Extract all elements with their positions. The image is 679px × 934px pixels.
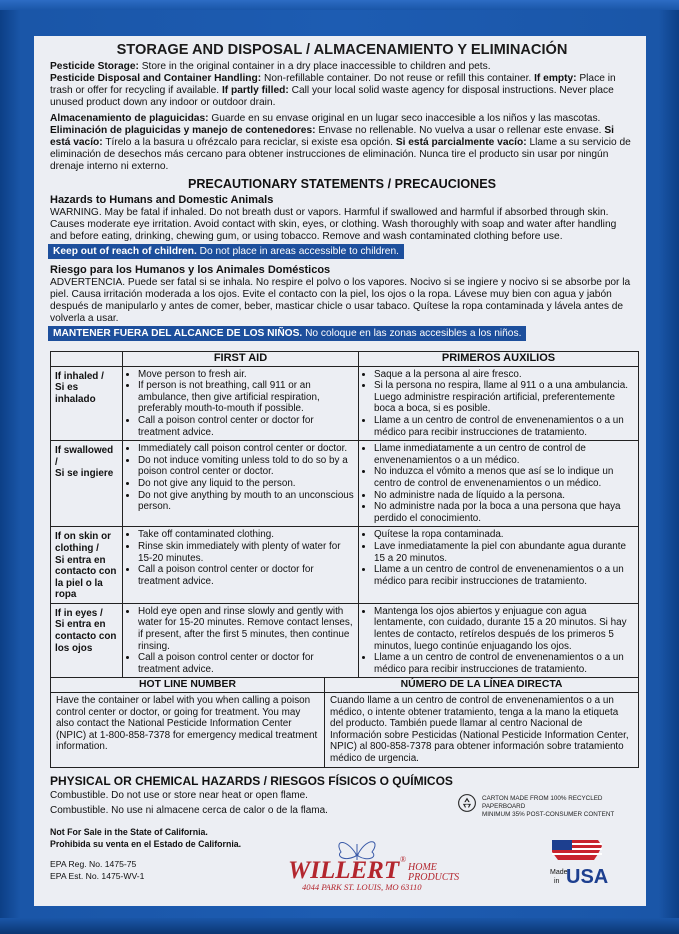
eliminacion-text: Envase no rellenable. No vuelva a usar o rellenar este envase. [315, 125, 605, 136]
first-aid-table [50, 351, 639, 678]
footer-area [50, 790, 634, 900]
primeros-auxilios-steps [359, 603, 639, 678]
step-item: • Do not induce vomiting unless told to do so by a poison control center or doctor. [138, 455, 354, 478]
keep-away-banner-en [48, 244, 404, 259]
physical-hazards-heading: PHYSICAL OR CHEMICAL HAZARDS / RIESGOS FÍSICOS O QUÍMICOS [50, 773, 453, 788]
first-aid-row [51, 527, 639, 604]
vacio-label: Si está vacío: [50, 125, 614, 148]
step-item: • Llame inmediatamente a un centro de control de envenenamientos o a un médico. [374, 443, 634, 466]
almacenamiento-label: Almacenamiento de plaguicidas: [50, 113, 209, 124]
first-aid-row [51, 366, 639, 441]
recycle-line-2: MINIMUM 35% POST-CONSUMER CONTENT [482, 810, 615, 818]
epa-est: EPA Est. No. 1475-WV-1 [50, 870, 145, 881]
banner-en-rest: Do not place in areas accessible to children. [196, 246, 399, 257]
brand-address: 4044 PARK ST. LOUIS, MO 63110 [302, 881, 422, 892]
box-top-edge [0, 0, 679, 10]
almacenamiento-text: Guarde en su envase original en un lugar seco inaccesible a los niños y las mascotas. [208, 113, 601, 124]
first-aid-row [51, 603, 639, 678]
step-item: • Hold eye open and rinse slowly and gently with water for 15-20 minutes. Remove contact lenses, if present, after the first 5 minutes, then continue rinsing. [138, 606, 354, 652]
usa-flag-map [552, 840, 602, 860]
banner-es-bold: MANTENER FUERA DEL ALCANCE DE LOS NIÑOS. [53, 328, 303, 339]
first-aid-heading: FIRST AID [123, 352, 359, 367]
hotline-text: Have the container or label with you when calling a poison control center or doctor, or going for treatment. You may also contact the National Pesticide Information Center (NPIC) at 1-800-858-7378 for emergency medical treatment information. [51, 693, 325, 768]
exposure-route: If in eyes / Si entra en contacto con los ojos [51, 603, 123, 678]
steps-list [363, 369, 634, 439]
step-item: • Take off contaminated clothing. [138, 529, 354, 541]
steps-list [363, 443, 634, 524]
step-item: • Mantenga los ojos abiertos y enjuague con agua lentamente, con cuidado, durante 15 a 20 minutos. Si hay lentes de contacto, retírelos después de los primeros 5 minutos, luego continúe enjuagando los ojos. [374, 606, 634, 652]
made-label: Made [550, 868, 568, 876]
step-item: • Llame a un centro de control de envenenamientos o a un médico para recibir instrucciones de tratamiento. [374, 564, 634, 587]
step-item: • Si la persona no respira, llame al 911 o a una ambulancia. Luego administre respiración artificial, preferentemente boca a boca, si es posible. [374, 380, 634, 415]
step-item: • Do not give anything by mouth to an unconscious person. [138, 490, 354, 513]
first-aid-steps [123, 527, 359, 604]
brand-products: PRODUCTS [408, 871, 460, 883]
steps-list [363, 606, 634, 676]
recycle-icon [458, 794, 476, 812]
storage-text: Store in the original container in a dry place inaccessible to children and pets. [138, 61, 491, 72]
empty-label: If empty: [534, 73, 577, 84]
step-item: • No administre nada de líquido a la persona. [374, 490, 634, 502]
step-item: • Lave inmediatamente la piel con abundante agua durante 15 a 20 minutos. [374, 541, 634, 564]
eliminacion-label: Eliminación de plaguicidas y manejo de contenedores: [50, 125, 316, 136]
steps-list [127, 606, 354, 676]
not-for-sale-es: Prohibida su venta en el Estado de California. [50, 838, 242, 849]
steps-list [127, 529, 354, 587]
primeros-auxilios-steps [359, 366, 639, 441]
storage-spanish [50, 113, 634, 173]
exposure-route: If inhaled / Si es inhalado [51, 366, 123, 441]
storage-english [50, 61, 634, 109]
step-item: • Move person to fresh air. [138, 369, 354, 381]
primeros-auxilios-heading: PRIMEROS AUXILIOS [359, 352, 639, 367]
step-item: • Call a poison control center or doctor for treatment advice. [138, 564, 354, 587]
hazards-heading-en: Hazards to Humans and Domestic Animals [50, 194, 274, 206]
not-for-sale-en: Not For Sale in the State of California. [50, 826, 208, 837]
brand-reg: ® [400, 854, 407, 864]
step-item: • Quítese la ropa contaminada. [374, 529, 634, 541]
not-for-sale [50, 826, 241, 850]
advertencia-text: ADVERTENCIA. Puede ser fatal si se inhala. No respire el polvo o los vapores. Nocivo si se ingiere y nocivo si se absorbe por la piel. Causa irritación moderada a los ojos. Evite el contacto con la piel, los ojos o la ropa. Lávese muy bien con agua y jabón después de manipularlo y antes de comer, beber, masticar chicle o usar tabaco. Quítese la ropa contaminada y lávela antes de volverla a usar. [50, 277, 631, 324]
hazards-heading-es: Riesgo para los Humanos y los Animales Domésticos [50, 264, 331, 276]
first-aid-steps [123, 603, 359, 678]
storage-title: STORAGE AND DISPOSAL / ALMACENAMIENTO Y ELIMINACIÓN [116, 42, 568, 58]
banner-en-bold: Keep out of reach of children. [53, 246, 197, 257]
box-bottom-edge [0, 918, 679, 934]
steps-list [127, 369, 354, 439]
step-item: • If person is not breathing, call 911 or an ambulance, then give artificial respiration, preferably mouth-to-mouth if possible. [138, 380, 354, 415]
disposal-label: Pesticide Disposal and Container Handling: [50, 73, 262, 84]
banner-es-rest: No coloque en las zonas accesibles a los niños. [302, 328, 522, 339]
hotline-heading: HOT LINE NUMBER [51, 678, 325, 693]
first-aid-row [51, 441, 639, 527]
hotline-table [50, 677, 639, 767]
recycle-text [482, 795, 643, 819]
epa-reg: EPA Reg. No. 1475-75 [50, 858, 137, 869]
warning-text: WARNING. May be fatal if inhaled. Do not breath dust or vapors. Harmful if swallowed and harmful if absorbed through skin. Causes moderate eye irritation. Avoid contact with skin, eyes, or clothing. Wash thoroughly with soap and water after handling and before eating, drinking, chewing gum, or using tobacco. Remove and wash contaminated clothing before use. [50, 207, 617, 242]
step-item: • No administre nada por la boca a una persona que haya perdido el conocimiento. [374, 501, 634, 524]
step-item: • No induzca el vómito a menos que así se lo indique un centro de control de envenenamientos o un médico. [374, 466, 634, 489]
steps-list [127, 443, 354, 513]
exposure-route: If swallowed / Si se ingiere [51, 441, 123, 527]
partly-label: If partly filled: [221, 85, 289, 96]
partly-text: Call your local solid waste agency for disposal instructions. Never place unused product down any indoor or outdoor drain. [50, 85, 614, 108]
step-item: • Do not give any liquid to the person. [138, 478, 354, 490]
vacio-text: Tírelo a la basura u ofrézcalo para reciclar, si existe esa opción. [102, 137, 396, 148]
step-item: • Immediately call poison control center or doctor. [138, 443, 354, 455]
step-item: • Rinse skin immediately with plenty of water for 15-20 minutes. [138, 541, 354, 564]
precautions-title: PRECAUTIONARY STATEMENTS / PRECAUCIONES [187, 177, 497, 191]
linea-directa-text: Cuando llame a un centro de control de envenenamientos o a un médico, o intente obtener tratamiento, tenga a la mano la etiqueta del producto. También puede llamar al centro Nacional de Información sobre Pesticidas (National Pesticide Information Center, NPIC) al 800-858-7378 para obtener información sobre tratamiento médico de urgencia. [325, 693, 639, 768]
combustible-es: Combustible. No use ni almacene cerca de calor o de la flama. [50, 804, 328, 816]
primeros-auxilios-steps [359, 527, 639, 604]
in-label: in [554, 877, 560, 885]
disposal-text: Non-refillable container. Do not reuse or refill this container. [261, 73, 535, 84]
parcial-label: Si está parcialmente vacío: [395, 137, 527, 148]
combustible-en: Combustible. Do not use or store near heat or open flame. [50, 789, 308, 801]
step-item: • Call a poison control center or doctor for treatment advice. [138, 415, 354, 438]
step-item: • Call a poison control center or doctor for treatment advice. [138, 652, 354, 675]
keep-away-banner-es [48, 326, 526, 341]
label-panel [34, 36, 646, 906]
first-aid-body [51, 366, 639, 678]
epa-numbers [50, 858, 144, 882]
willert-logo [286, 832, 516, 892]
brand-home: HOME [408, 861, 437, 873]
primeros-auxilios-steps [359, 441, 639, 527]
storage-label: Pesticide Storage: [50, 61, 139, 72]
step-item: • Llame a un centro de control de envenenamientos o a un médico para recibir instrucciones de tratamiento. [374, 415, 634, 438]
made-in-usa-icon [548, 836, 608, 892]
exposure-route: If on skin or clothing / Si entra en contacto con la piel o la ropa [51, 527, 123, 604]
recycle-line-1: CARTON MADE FROM 100% RECYCLED PAPERBOARD [482, 794, 603, 810]
first-aid-steps [123, 441, 359, 527]
linea-directa-heading: NÚMERO DE LA LÍNEA DIRECTA [325, 678, 639, 693]
parcial-text: Llame a su servicio de eliminación de desechos más cercano para obtener instrucciones de eliminación. Nunca tire el producto sin usar por ningún drenaje interno ni externo. [50, 137, 631, 172]
step-item: • Llame a un centro de control de envenenamientos o a un médico para recibir instrucciones de tratamiento. [374, 652, 634, 675]
step-item: • Saque a la persona al aire fresco. [374, 369, 634, 381]
steps-list [363, 529, 634, 587]
usa-label: USA [566, 865, 608, 888]
first-aid-steps [123, 366, 359, 441]
brand-name: WILLERT [288, 856, 400, 884]
first-aid-corner [51, 352, 123, 367]
empty-text: Place in trash or offer for recycling if available. [50, 73, 616, 96]
